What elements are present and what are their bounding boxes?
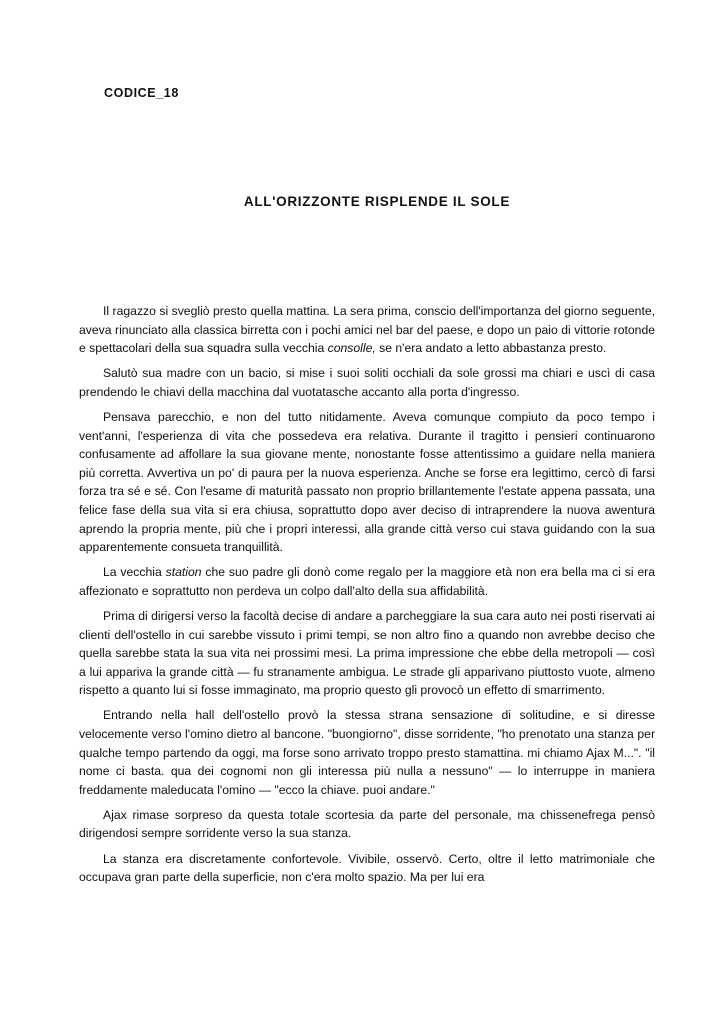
- paragraph: Pensava parecchio, e non del tutto nitidamente. Aveva comunque compiuto da poco tempo i vent'anni, l'esperienza di vita che possedeva era relativa. Durante il tragitto i pensieri continuarono confusamente ad affollare la sua giovane mente, nonostante fosse attentissimo a guidare nella maniera più corretta. Avvertiva un po' di paura per la nuova esperienza. Anche se forse era legittimo, cercò di farsi forza tra sé e sé. Con l'esame di maturità passato non proprio brillantemente l'estate appena passata, una felice fase della sua vita si era chiusa, soprattutto dopo aver deciso di intraprendere la nuova awentura aprendo la propria mente, più che i propri interessi, alla grande città verso cui stava guidando con la sua apparentemente consueta tranquillità.: [79, 409, 655, 555]
- paragraph: Salutò sua madre con un bacio, si mise i suoi soliti occhiali da sole grossi ma chiari e uscì di casa prendendo le chiavi della macchina dal vuotatasche accanto alla porta d'ingresso.: [79, 366, 655, 399]
- paragraph-emphasis: station: [165, 565, 202, 580]
- document-code: CODICE_18: [104, 86, 179, 100]
- paragraph: [79, 563, 655, 600]
- paragraph: Entrando nella hall dell'ostello provò la stessa strana sensazione di solitudine, e si diresse velocemente verso l'omino dietro al bancone. "buongiorno", disse sorridente, "ho prenotato una stanza per qualche tempo partendo da oggi, ma forse sono arrivato troppo presto stamattina. mi chiamo Ajax M...". "il nome ci basta. qua dei cognomi non gli interessa più nulla a nessuno" — lo interruppe in maniera freddamente maleducata l'omino — "ecco la chiave. puoi andare.": [79, 708, 655, 797]
- paragraph-text: Il ragazzo si svegliò presto quella mattina. La sera prima, conscio dell'importanza del giorno seguente, aveva rinunciato alla classica birretta con i pochi amici nel bar del paese, e dopo un paio di vittorie rotonde e spettacolari della sua squadra sulla vecchia: [79, 304, 655, 356]
- document-title: ALL'ORIZZONTE RISPLENDE IL SOLE: [243, 194, 511, 209]
- paragraph-emphasis: consolle,: [327, 341, 376, 356]
- paragraph-text: La vecchia: [103, 565, 166, 580]
- document-body: [79, 302, 655, 893]
- paragraph: La stanza era discretamente confortevole. Vivibile, osservò. Certo, oltre il letto matrimoniale che occupava gran parte della superficie, non c'era molto spazio. Ma per lui era: [79, 851, 655, 885]
- paragraph-text: se n'era andato a letto abbastanza presto.: [375, 341, 607, 356]
- paragraph: [79, 302, 655, 358]
- paragraph: Prima di dirigersi verso la facoltà decise di andare a parcheggiare la sua cara auto nei posti riservati ai clienti dell'ostello in cui sarebbe vissuto i primi tempi, se non altro fino a quando non avrebbe deciso che quella sarebbe stata la sua vita nei prossimi mesi. La prima impressione che ebbe della metropoli — così a lui appariva la grande città — fu stranamente ambigua. Le strade gli apparivano piuttosto vuote, almeno rispetto a quanto lui si fosse immaginato, ma proprio questo gli provocò un effetto di smarrimento.: [79, 608, 655, 698]
- paragraph: Ajax rimase sorpreso da questa totale scortesia da parte del personale, ma chissenefrega pensò dirigendosi sempre sorridente verso la sua stanza.: [79, 807, 655, 841]
- paragraph-text: che suo padre gli donò come regalo per la maggiore età non era bella ma ci si era affezionato e soprattutto non perdeva un colpo dall'alto della sua affidabilità.: [79, 565, 656, 598]
